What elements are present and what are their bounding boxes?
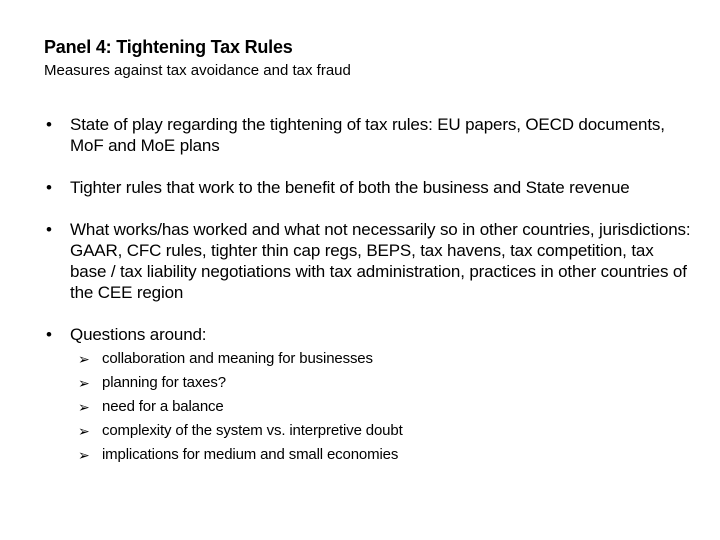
slide-subtitle: Measures against tax avoidance and tax fraud <box>44 62 351 79</box>
sub-bullet-text: complexity of the system vs. interpretive doubt <box>102 422 403 439</box>
bullet-icon: • <box>46 325 52 344</box>
bullet-text: What works/has worked and what not necessarily so in other countries, jurisdictions: GAAR, CFC rules, tighter thin cap regs, BEPS, tax havens, tax competition, tax base / tax liability negotiations with tax administration, practices in other countries of the CEE region <box>70 220 691 302</box>
sub-bullet-text: need for a balance <box>102 398 224 415</box>
arrow-bullet-icon: ➢ <box>78 447 90 463</box>
bullet-item <box>44 219 694 303</box>
sub-bullet-item <box>76 347 694 371</box>
sub-bullet-item <box>76 419 694 443</box>
slide-title: Panel 4: Tightening Tax Rules <box>44 37 293 57</box>
bullet-text: Questions around: <box>70 325 207 344</box>
arrow-bullet-icon: ➢ <box>78 375 90 391</box>
bullet-list <box>44 114 694 488</box>
sub-bullet-item <box>76 395 694 419</box>
sub-bullet-text: planning for taxes? <box>102 374 226 391</box>
arrow-bullet-icon: ➢ <box>78 423 90 439</box>
bullet-item <box>44 114 694 156</box>
sub-bullet-item <box>76 371 694 395</box>
bullet-text: State of play regarding the tightening of tax rules: EU papers, OECD documents, MoF and MoE plans <box>70 115 665 155</box>
arrow-bullet-icon: ➢ <box>78 351 90 367</box>
sub-bullet-text: collaboration and meaning for businesses <box>102 350 373 367</box>
sub-bullet-text: implications for medium and small economies <box>102 446 399 463</box>
sub-bullet-item <box>76 443 694 467</box>
bullet-icon: • <box>46 220 52 239</box>
bullet-text: Tighter rules that work to the benefit of both the business and State revenue <box>70 178 630 197</box>
bullet-icon: • <box>46 178 52 197</box>
arrow-bullet-icon: ➢ <box>78 399 90 415</box>
bullet-item <box>44 177 694 198</box>
sub-bullet-list <box>76 347 694 467</box>
bullet-icon: • <box>46 115 52 134</box>
bullet-item <box>44 324 694 467</box>
